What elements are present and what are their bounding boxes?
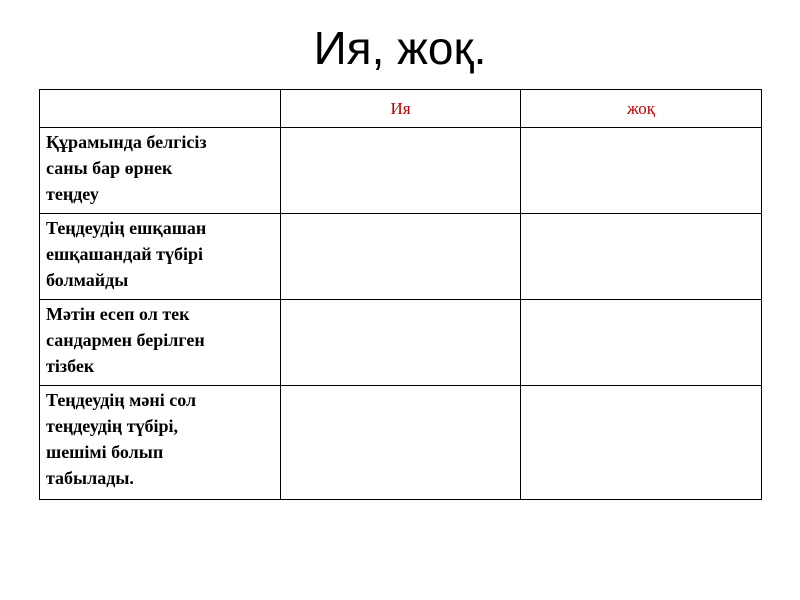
table-row	[40, 386, 762, 500]
slide-title: Ия, жоқ.	[313, 22, 487, 74]
no-answer-cell[interactable]	[521, 386, 762, 500]
statement-cell: Мәтін есеп ол тек сандармен берілген тізбек	[40, 300, 281, 386]
header-empty-cell	[40, 90, 281, 128]
header-no: жоқ	[521, 90, 762, 128]
yes-answer-cell[interactable]	[281, 386, 521, 500]
no-answer-cell[interactable]	[521, 300, 762, 386]
no-answer-cell[interactable]	[521, 128, 762, 214]
no-answer-cell[interactable]	[521, 214, 762, 300]
yes-no-table	[39, 89, 762, 500]
table-row	[40, 300, 762, 386]
header-yes: Ия	[281, 90, 521, 128]
table-row	[40, 214, 762, 300]
statement-cell: Құрамында белгісіз саны бар өрнек теңдеу	[40, 128, 281, 214]
yes-answer-cell[interactable]	[281, 300, 521, 386]
statement-cell: Теңдеудің ешқашан ешқашандай түбірі болмайды	[40, 214, 281, 300]
yes-answer-cell[interactable]	[281, 214, 521, 300]
table-row	[40, 128, 762, 214]
statement-cell: Теңдеудің мәні сол теңдеудің түбірі, шешімі болып табылады.	[40, 386, 281, 500]
table-header-row	[40, 90, 762, 128]
yes-answer-cell[interactable]	[281, 128, 521, 214]
